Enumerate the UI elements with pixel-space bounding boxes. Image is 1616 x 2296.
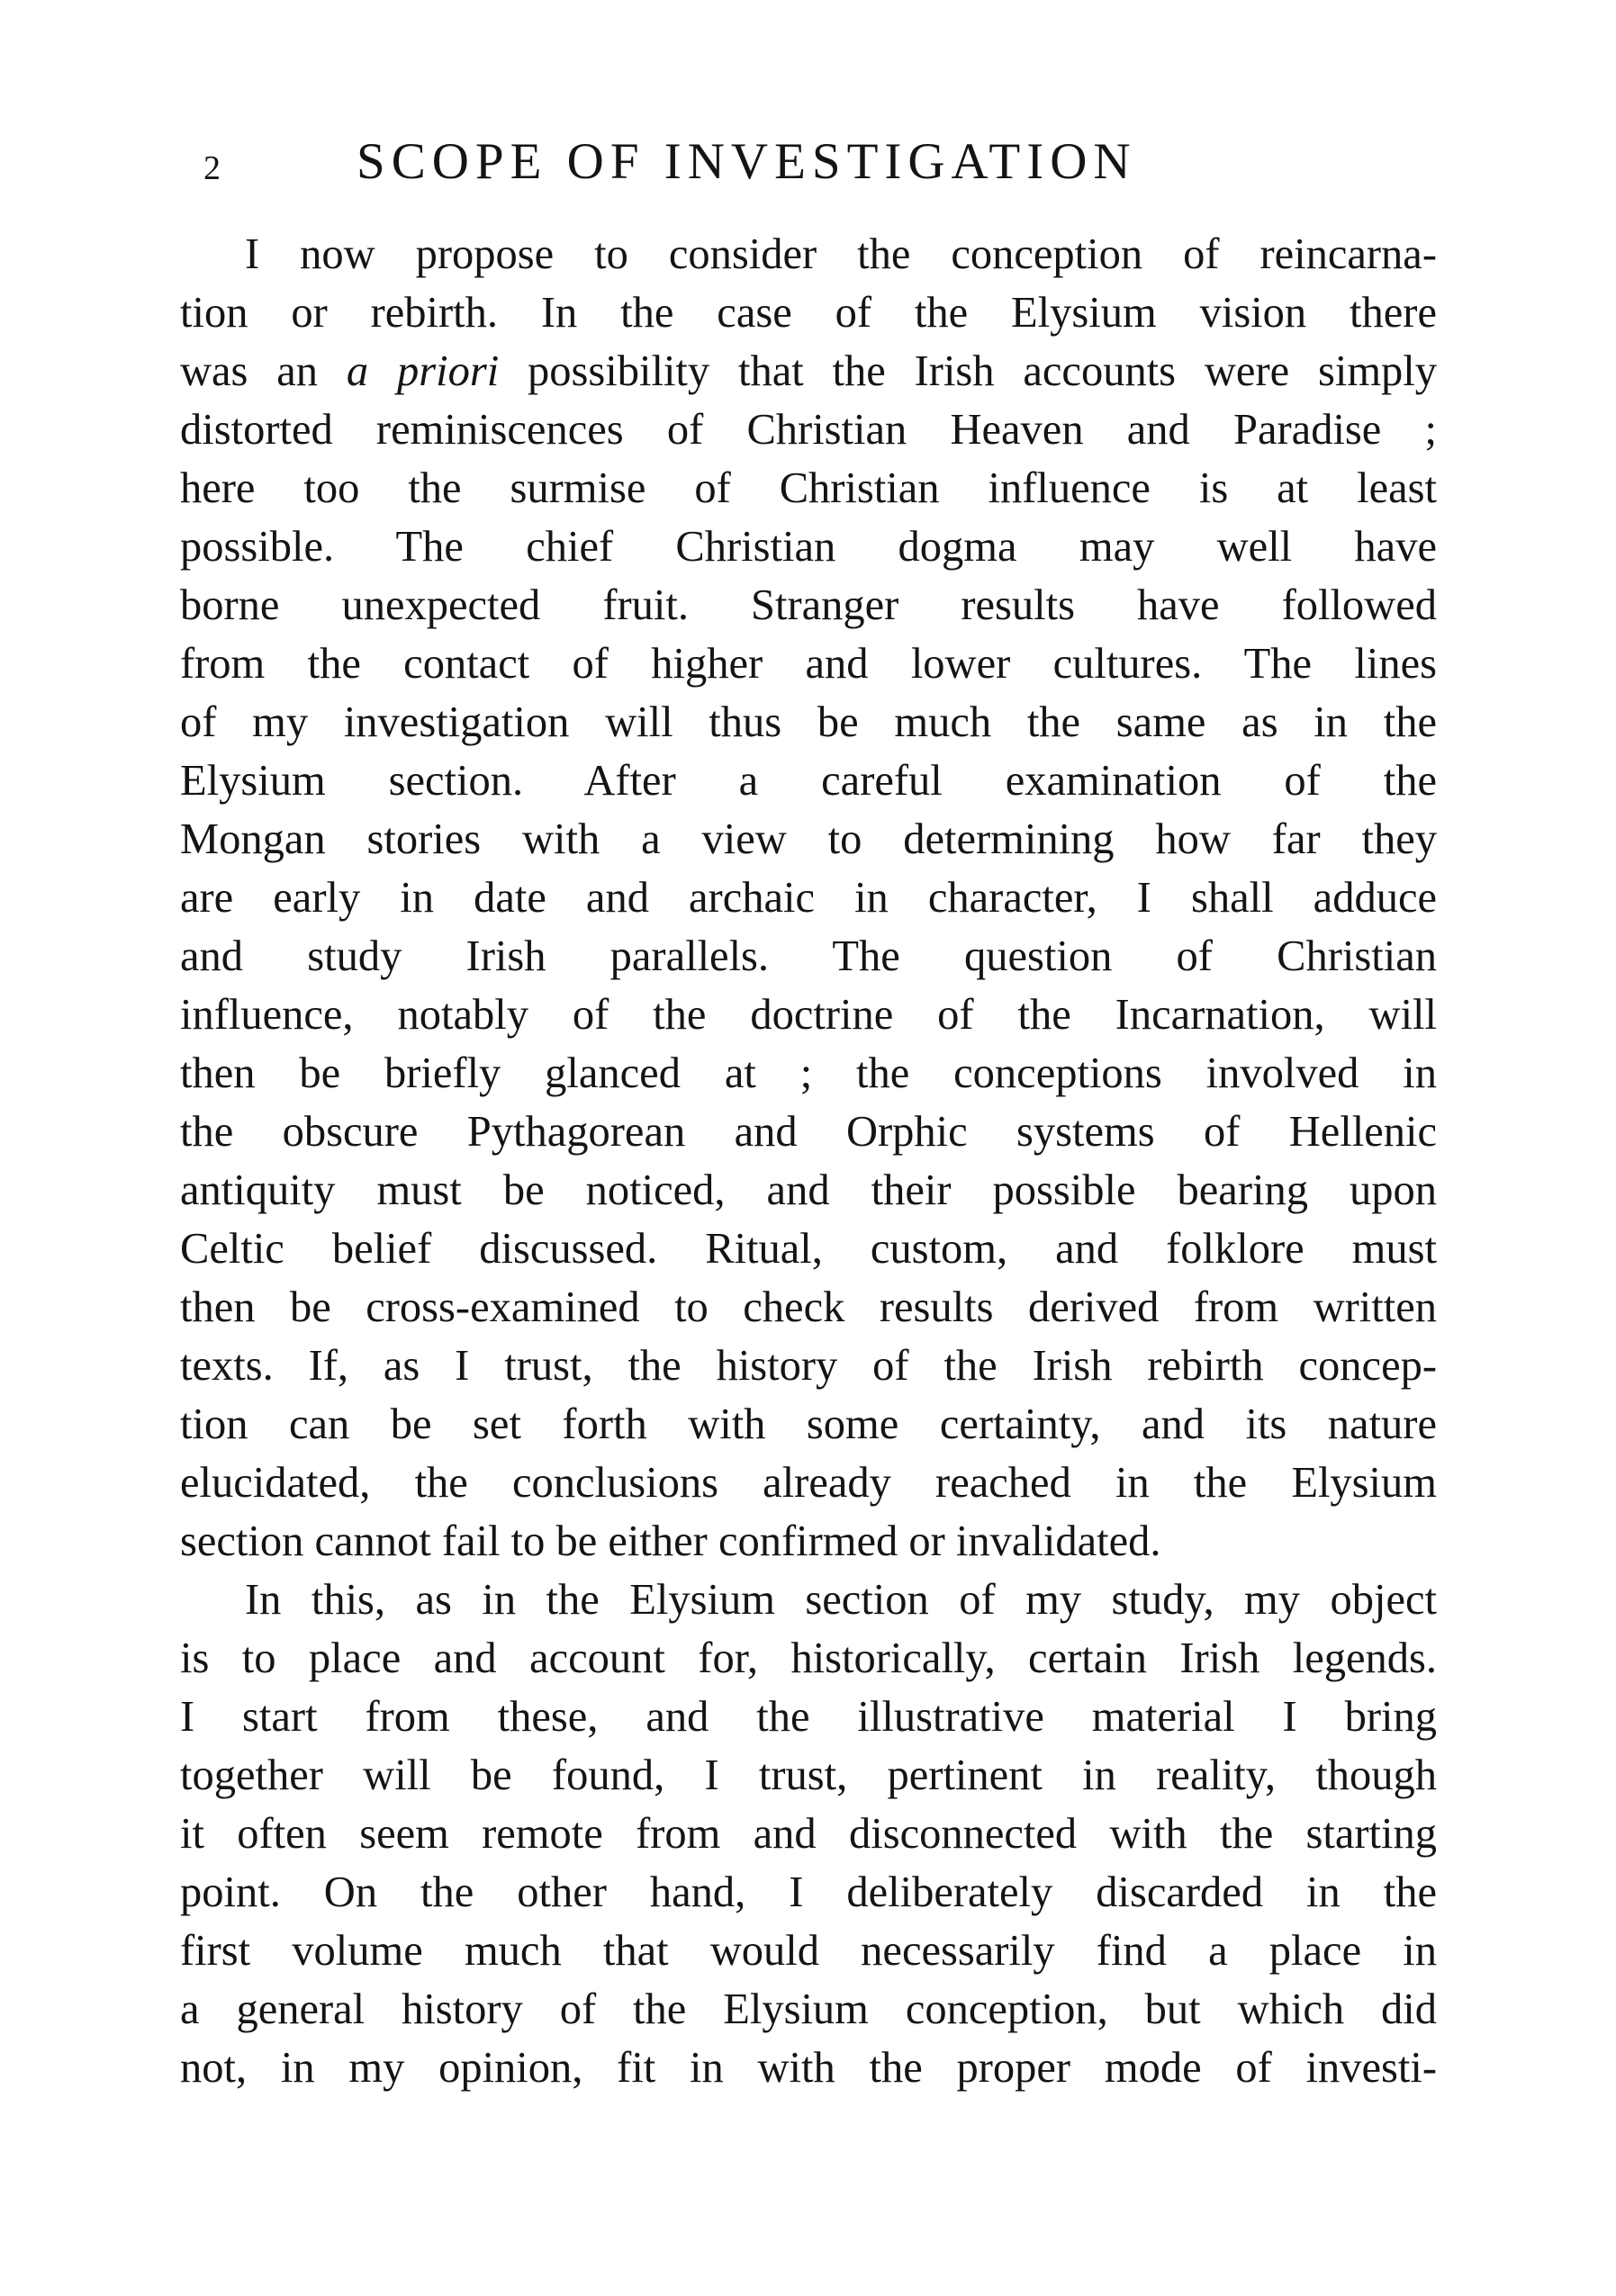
text-line: I now propose to consider the conception of reincarna-: [245, 230, 1437, 278]
text-line: here too the surmise of Christian influence is at least: [180, 464, 1437, 512]
text-line: influence, notably of the doctrine of the Incarnation, will: [180, 991, 1437, 1039]
text-line: elucidated, the conclusions already reached in the Elysium: [180, 1459, 1437, 1507]
text-line: first volume much that would necessarily find a place in: [180, 1927, 1437, 1975]
text-line: [180, 342, 1437, 401]
text-fragment: possibility that the Irish accounts were simply: [528, 347, 1438, 395]
paragraph-2: [180, 1571, 1437, 2097]
text-line: In this, as in the Elysium section of my study, my object: [245, 1576, 1437, 1624]
text-line: texts. If, as I trust, the history of the Irish rebirth concep-: [180, 1342, 1437, 1390]
text-line: section cannot fail to be either confirmed or invalidated.: [180, 1517, 1161, 1565]
text-line: not, in my opinion, fit in with the proper mode of investi-: [180, 2044, 1437, 2092]
text-line: Mongan stories with a view to determining how far they: [180, 815, 1437, 863]
text-line: a general history of the Elysium conception, but which did: [180, 1985, 1437, 2033]
running-title: SCOPE OF INVESTIGATION: [357, 133, 1137, 190]
text-line: point. On the other hand, I deliberately discarded in the: [180, 1868, 1437, 1916]
text-line: are early in date and archaic in character, I shall adduce: [180, 874, 1437, 922]
page-number: 2: [203, 149, 221, 187]
text-line: I start from these, and the illustrative material I bring: [180, 1693, 1437, 1741]
text-line: borne unexpected fruit. Stranger results have followed: [180, 581, 1437, 629]
text-line: is to place and account for, historically, certain Irish legends.: [180, 1634, 1437, 1682]
italic-phrase: a priori: [346, 347, 500, 395]
text-line: the obscure Pythagorean and Orphic systems of Hellenic: [180, 1108, 1437, 1156]
text-line: possible. The chief Christian dogma may well have: [180, 523, 1437, 571]
text-line: and study Irish parallels. The question of Christian: [180, 932, 1437, 980]
text-line: then be briefly glanced at ; the conceptions involved in: [180, 1049, 1437, 1097]
text-line: then be cross-examined to check results derived from written: [180, 1283, 1437, 1331]
text-line: tion can be set forth with some certainty, and its nature: [180, 1400, 1437, 1448]
body-text: [180, 225, 1437, 2097]
text-line: Elysium section. After a careful examination of the: [180, 757, 1437, 805]
text-line: of my investigation will thus be much the same as in the: [180, 698, 1437, 746]
running-head: [180, 135, 1440, 207]
text-line: from the contact of higher and lower cultures. The lines: [180, 640, 1437, 688]
text-line: antiquity must be noticed, and their possible bearing upon: [180, 1166, 1437, 1214]
text-line: Celtic belief discussed. Ritual, custom, and folklore must: [180, 1225, 1437, 1273]
paragraph-1: [180, 225, 1437, 1571]
text-line: tion or rebirth. In the case of the Elysium vision there: [180, 289, 1437, 337]
text-fragment: was an: [180, 347, 319, 395]
text-line: it often seem remote from and disconnected with the starting: [180, 1810, 1437, 1858]
text-line: distorted reminiscences of Christian Heaven and Paradise ;: [180, 406, 1437, 454]
text-line: together will be found, I trust, pertinent in reality, though: [180, 1751, 1437, 1799]
